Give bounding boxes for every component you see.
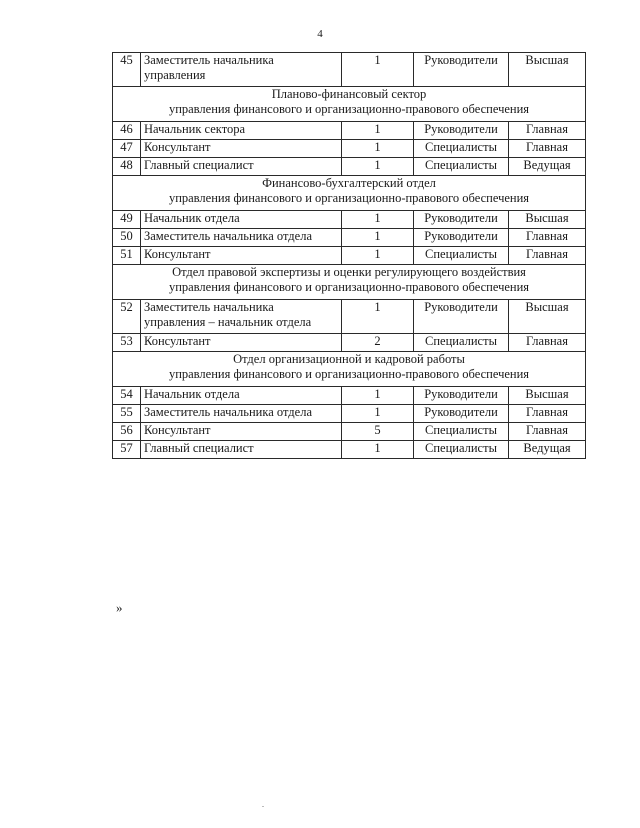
position-group: Главная (509, 247, 586, 265)
position-count: 5 (342, 423, 414, 441)
position-number: 46 (113, 122, 141, 140)
table-row (113, 387, 586, 405)
position-number: 52 (113, 300, 141, 334)
position-count: 1 (342, 247, 414, 265)
staff-positions-table (112, 52, 586, 459)
closing-quote: » (116, 600, 123, 615)
section-header-row (113, 176, 586, 211)
position-category: Руководители (414, 229, 509, 247)
section-header (113, 265, 586, 300)
position-group: Высшая (509, 211, 586, 229)
position-title: Консультант (141, 423, 342, 441)
position-number: 55 (113, 405, 141, 423)
position-group: Главная (509, 140, 586, 158)
table-row (113, 229, 586, 247)
position-title: Главный специалист (141, 158, 342, 176)
position-count: 1 (342, 211, 414, 229)
table-row (113, 247, 586, 265)
section-header-row (113, 265, 586, 300)
position-title: Начальник сектора (141, 122, 342, 140)
position-title: Начальник отдела (141, 211, 342, 229)
position-count: 1 (342, 405, 414, 423)
position-number: 56 (113, 423, 141, 441)
table-row (113, 423, 586, 441)
section-header-line: Отдел правовой экспертизы и оценки регулирующего воздействия (172, 265, 526, 279)
position-count: 1 (342, 300, 414, 334)
position-title: Заместитель начальника управления – начальник отдела (141, 300, 342, 334)
position-number: 48 (113, 158, 141, 176)
position-title: Консультант (141, 140, 342, 158)
position-category: Специалисты (414, 423, 509, 441)
position-group: Ведущая (509, 441, 586, 459)
table-row (113, 300, 586, 334)
position-title: Заместитель начальника отдела (141, 229, 342, 247)
table-row (113, 441, 586, 459)
position-category: Руководители (414, 211, 509, 229)
position-group: Высшая (509, 53, 586, 87)
position-title: Консультант (141, 247, 342, 265)
position-number: 53 (113, 334, 141, 352)
position-title: Главный специалист (141, 441, 342, 459)
position-title: Заместитель начальника отдела (141, 405, 342, 423)
table-body (113, 53, 586, 459)
position-group: Главная (509, 423, 586, 441)
position-number: 47 (113, 140, 141, 158)
table-row (113, 122, 586, 140)
position-number: 54 (113, 387, 141, 405)
position-category: Специалисты (414, 334, 509, 352)
position-group: Главная (509, 405, 586, 423)
position-count: 1 (342, 140, 414, 158)
table-row (113, 405, 586, 423)
position-group: Высшая (509, 387, 586, 405)
position-group: Главная (509, 229, 586, 247)
section-header-line: управления финансового и организационно-правового обеспечения (168, 191, 530, 205)
position-count: 2 (342, 334, 414, 352)
scan-speck (262, 806, 264, 807)
position-number: 49 (113, 211, 141, 229)
section-header-line: Планово-финансовый сектор (271, 87, 427, 101)
position-group: Ведущая (509, 158, 586, 176)
page-number: 4 (317, 28, 323, 40)
position-category: Специалисты (414, 140, 509, 158)
section-header-row (113, 352, 586, 387)
position-category: Руководители (414, 387, 509, 405)
section-header-row (113, 87, 586, 122)
position-count: 1 (342, 53, 414, 87)
position-count: 1 (342, 441, 414, 459)
section-header-line: Отдел организационной и кадровой работы (233, 352, 465, 366)
section-header (113, 352, 586, 387)
position-category: Руководители (414, 405, 509, 423)
position-title: Начальник отдела (141, 387, 342, 405)
position-group: Главная (509, 334, 586, 352)
position-number: 50 (113, 229, 141, 247)
table-row (113, 158, 586, 176)
position-number: 45 (113, 53, 141, 87)
position-group: Главная (509, 122, 586, 140)
position-category: Руководители (414, 300, 509, 334)
table-row (113, 53, 586, 87)
position-title: Заместитель начальника управления (141, 53, 342, 87)
position-category: Специалисты (414, 441, 509, 459)
position-count: 1 (342, 229, 414, 247)
position-category: Специалисты (414, 158, 509, 176)
section-header-line: управления финансового и организационно-правового обеспечения (168, 280, 530, 294)
section-header-line: управления финансового и организационно-правового обеспечения (168, 102, 530, 116)
position-category: Специалисты (414, 247, 509, 265)
position-category: Руководители (414, 122, 509, 140)
position-number: 57 (113, 441, 141, 459)
position-title: Консультант (141, 334, 342, 352)
position-count: 1 (342, 387, 414, 405)
position-category: Руководители (414, 53, 509, 87)
section-header-line: управления финансового и организационно-правового обеспечения (168, 367, 530, 381)
position-count: 1 (342, 158, 414, 176)
position-count: 1 (342, 122, 414, 140)
table-row (113, 211, 586, 229)
position-number: 51 (113, 247, 141, 265)
position-group: Высшая (509, 300, 586, 334)
section-header (113, 176, 586, 211)
table-row (113, 334, 586, 352)
section-header (113, 87, 586, 122)
section-header-line: Финансово-бухгалтерский отдел (262, 176, 436, 190)
table-row (113, 140, 586, 158)
